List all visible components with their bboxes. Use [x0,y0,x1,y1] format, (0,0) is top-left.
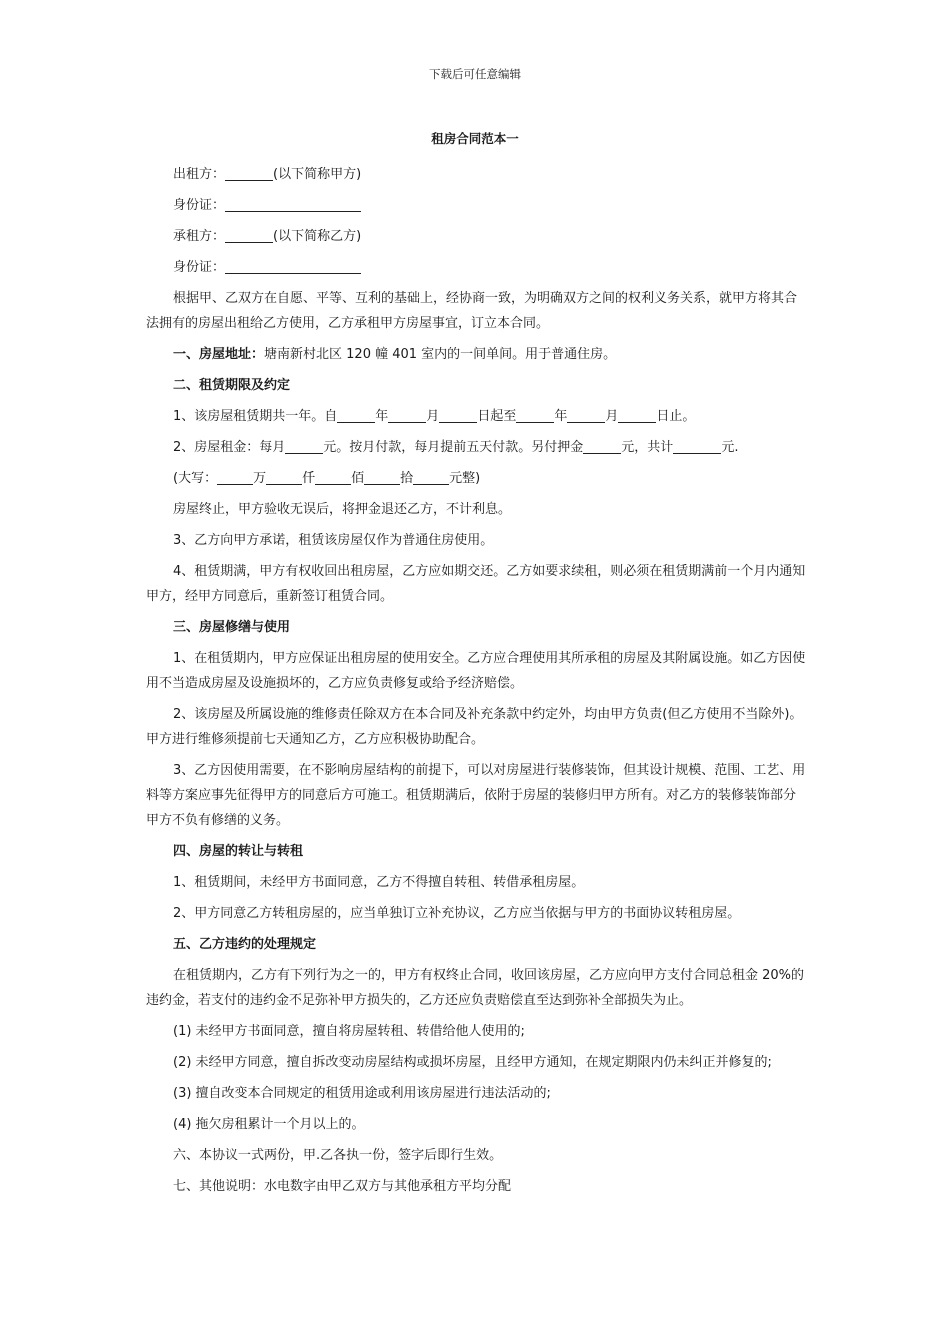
section2-item3: 3、乙方向甲方承诺，租赁该房屋仅作为普通住房使用。 [173,533,494,548]
section3-item2: 2、该房屋及所属设施的维修责任除双方在本合同及补充条款中约定外，均由甲方负责(但乙方使用不当除外)。甲方进行维修须提前七天通知乙方，乙方应积极协助配合。 [146,707,803,747]
section4-item2: 2、甲方同意乙方转租房屋的，应当单独订立补充协议，乙方应当依据与甲方的书面协议转租房屋。 [173,906,741,921]
text-run: 月 [426,409,440,424]
text-run: 日止。 [656,409,696,424]
rent-caps-line [146,466,806,491]
deposit-text: 房屋终止，甲方验收无误后，将押金退还乙方，不计利息。 [173,502,512,517]
lessor-blank [225,166,273,181]
header-note: 下载后可任意编辑 [429,67,521,81]
blank [364,470,400,485]
blank [618,408,656,423]
section5-intro: 在租赁期内，乙方有下列行为之一的，甲方有权终止合同，收回该房屋，乙方应向甲方支付合同总租金 20%的违约金，若支付的违约金不足弥补甲方损失的，乙方还应负责赔偿直至达到弥补全部损失为止。 [146,968,805,1008]
blank [583,439,621,454]
blank [337,408,375,423]
section2-heading: 二、租赁期限及约定 [173,378,291,393]
section3-item3: 3、乙方因使用需要，在不影响房屋结构的前提下，可以对房屋进行装修装饰，但其设计规模、范围、工艺、用料等方案应事先征得甲方的同意后方可施工。租赁期满后，依附于房屋的装修归甲方所有。对乙方的装修装饰部分甲方不负有修缮的义务。 [146,763,806,828]
text-run: 1、该房屋租赁期共一年。自 [173,409,338,424]
text-run: 元. [721,440,739,455]
lessor-line [146,162,806,187]
lease-term-line [146,404,806,429]
text-run: 日起至 [477,409,517,424]
section5-item: (3) 擅自改变本合同规定的租赁用途或利用该房屋进行违法活动的; [173,1086,551,1101]
section2-item4: 4、租赁期满，甲方有权收回出租房屋，乙方应如期交还。乙方如要求续租，则必须在租赁期满前一个月内通知甲方，经甲方同意后，重新签订租赁合同。 [146,564,806,604]
blank [315,470,351,485]
section5-item: (4) 拖欠房租累计一个月以上的。 [173,1117,365,1132]
blank [217,470,253,485]
lessee-id-line [146,255,806,280]
section5-heading: 五、乙方违约的处理规定 [173,937,317,952]
id-blank [225,197,361,212]
section3-item1: 1、在租赁期内，甲方应保证出租房屋的使用安全。乙方应合理使用其所承租的房屋及其附属设施。如乙方因使用不当造成房屋及设施损坏的，乙方应负责修复或给予经济赔偿。 [146,651,806,691]
text-run: 2、房屋租金：每月 [173,440,286,455]
id-label: 身份证： [173,260,226,275]
blank [285,439,323,454]
section4-heading: 四、房屋的转让与转租 [173,844,304,859]
lessee-label: 承租方： [173,229,226,244]
text-run: 拾 [400,471,414,486]
blank [413,470,449,485]
blank [516,408,554,423]
rent-line [146,435,806,460]
text-run: 年 [375,409,389,424]
preamble: 根据甲、乙双方在自愿、平等、互利的基础上，经协商一致，为明确双方之间的权利义务关系，就甲方将其合法拥有的房屋出租给乙方使用，乙方承租甲方房屋事宜，订立本合同。 [146,291,798,331]
section5-item: (2) 未经甲方同意，擅自拆改变动房屋结构或损坏房屋，且经甲方通知，在规定期限内仍未纠正并修复的; [173,1055,772,1070]
lessor-label: 出租方： [173,167,226,182]
blank [388,408,426,423]
id-label: 身份证： [173,198,226,213]
lessee-line [146,224,806,249]
section5-item: (1) 未经甲方书面同意，擅自将房屋转租、转借给他人使用的; [173,1024,525,1039]
blank [439,408,477,423]
section4-item1: 1、租赁期间，未经甲方书面同意，乙方不得擅自转租、转借承租房屋。 [173,875,585,890]
section3-heading: 三、房屋修缮与使用 [173,620,291,635]
text-run: 年 [554,409,568,424]
text-run: 元，共计 [621,440,674,455]
text-run: 元。按月付款，每月提前五天付款。另付押金 [323,440,584,455]
lessor-suffix: (以下简称甲方) [273,167,362,182]
text-run: 万 [253,471,267,486]
text-run: (大写： [173,471,218,486]
blank [266,470,302,485]
lessee-blank [225,228,273,243]
lessee-suffix: (以下简称乙方) [273,229,362,244]
section1-line [146,342,806,367]
section6-text: 六、本协议一式两份，甲.乙各执一份，签字后即行生效。 [173,1148,503,1163]
blank [567,408,605,423]
text-run: 元整) [449,471,481,486]
section1-text: 塘南新村北区 120 幢 401 室内的一间单间。用于普通住房。 [264,347,617,362]
section1-heading: 一、房屋地址： [173,347,265,362]
lessor-id-line [146,193,806,218]
text-run: 仟 [302,471,316,486]
section7-text: 七、其他说明：水电数字由甲乙双方与其他承租方平均分配 [173,1179,512,1194]
document-title: 租房合同范本一 [431,131,519,146]
text-run: 月 [605,409,619,424]
document-body [146,156,806,1199]
text-run: 佰 [351,471,365,486]
blank [673,439,721,454]
id-blank [225,259,361,274]
